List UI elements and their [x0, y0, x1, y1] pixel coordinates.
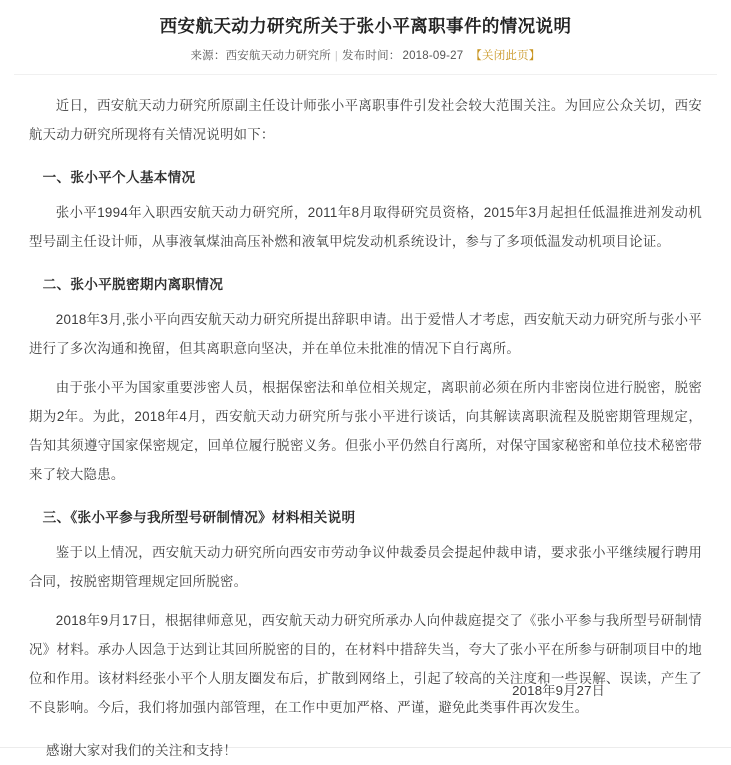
document-header [0, 0, 731, 64]
publish-date: 2018-09-27 [402, 50, 464, 62]
close-page-link[interactable]: 【关闭此页】 [470, 50, 541, 62]
section-3-paragraph-2: 2018年9月17日，根据律师意见，西安航天动力研究所承办人向仲裁庭提交了《张小平参与我所型号研制情况》材料。承办人因急于达到让其回所脱密的目的，在材料中措辞失当，夸大了张小平在所参与研制项目中的地位和作用。该材料经张小平个人朋友圈发布后，扩散到网络上，引起了较高的关注度和一些误解、误读，产生了不良影响。今后，我们将加强内部管理，在工作中更加严格、严谨，避免此类事件再次发生。 [29, 613, 702, 715]
page-title: 西安航天动力研究所关于张小平离职事件的情况说明 [159, 16, 572, 36]
document-body [0, 75, 731, 765]
section-3-paragraph-1: 鉴于以上情况，西安航天动力研究所向西安市劳动争议仲裁委员会提起仲裁申请，要求张小平继续履行聘用合同，按脱密期管理规定回所脱密。 [29, 545, 702, 589]
signature-date: 2018年9月27日 [512, 683, 605, 698]
section-2-paragraph-1: 2018年3月,张小平向西安航天动力研究所提出辞职申请。出于爱惜人才考虑，西安航天动力研究所与张小平进行了多次沟通和挽留，但其离职意向坚决，并在单位未批准的情况下自行离所。 [29, 312, 702, 356]
thanks-paragraph: 感谢大家对我们的关注和支持！ [46, 743, 237, 758]
source-label: 来源： [190, 50, 226, 62]
section-heading-3: 三、《张小平参与我所型号研制情况》材料相关说明 [42, 510, 356, 525]
intro-paragraph: 近日，西安航天动力研究所原副主任设计师张小平离职事件引发社会较大范围关注。为回应公众关切，西安航天动力研究所现将有关情况说明如下： [29, 98, 702, 142]
publish-time-label: 发布时间： [341, 50, 401, 62]
section-heading-1: 一、张小平个人基本情况 [42, 170, 196, 185]
section-1-paragraph: 张小平1994年入职西安航天动力研究所，2011年8月取得研究员资格，2015年3月起担任低温推进剂发动机型号副主任设计师，从事液氧煤油高压补燃和液氧甲烷发动机系统设计，参与了多项低温发动机项目论证。 [29, 205, 702, 249]
section-2-paragraph-2: 由于张小平为国家重要涉密人员，根据保密法和单位相关规定，离职前必须在所内非密岗位进行脱密，脱密期为2年。为此，2018年4月，西安航天动力研究所与张小平进行谈话，向其解读离职流程及脱密期管理规定，告知其须遵守国家保密规定，回单位履行脱密义务。但张小平仍然自行离所，对保守国家秘密和单位技术秘密带来了较大隐患。 [29, 380, 702, 482]
section-heading-2: 二、张小平脱密期内离职情况 [42, 277, 224, 292]
meta-separator: | [334, 50, 338, 62]
document-meta [28, 48, 703, 64]
source-value: 西安航天动力研究所 [225, 50, 331, 62]
